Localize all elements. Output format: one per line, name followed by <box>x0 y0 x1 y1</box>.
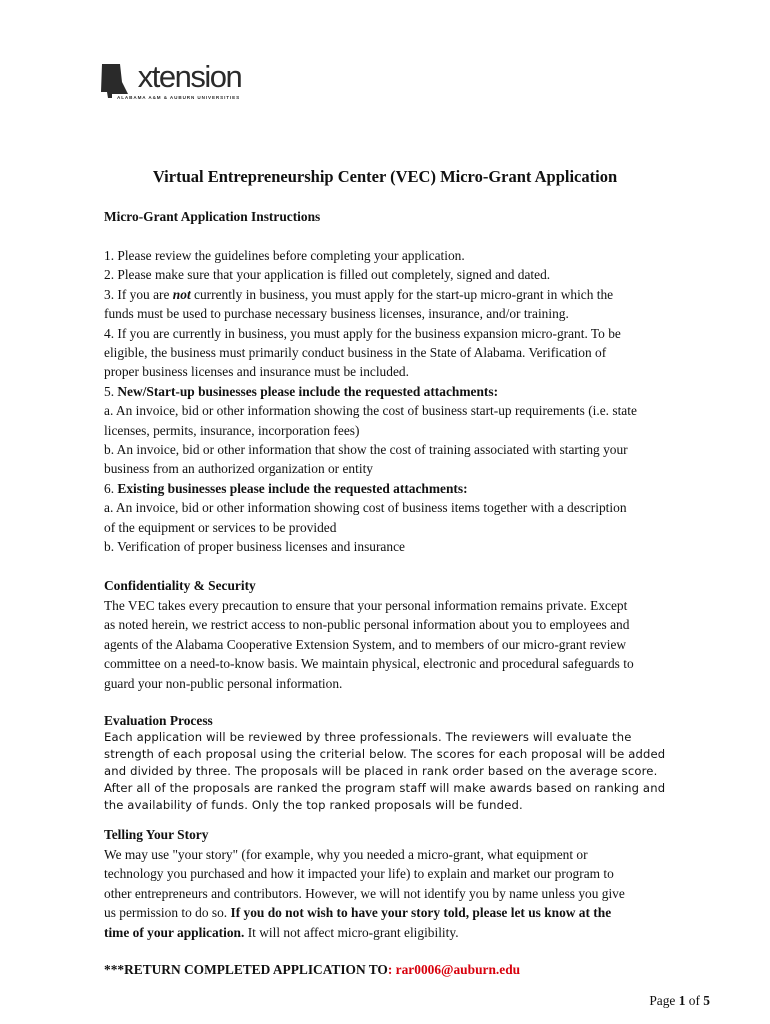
instruction-line: 4. If you are currently in business, you must apply for the business expansion micro-grant. To be <box>104 325 621 341</box>
instruction-line: eligible, the business must primarily conduct business in the State of Alabama. Verification of <box>104 345 607 361</box>
return-instructions: ***RETURN COMPLETED APPLICATION TO: rar0006@auburn.edu <box>104 962 521 977</box>
document-title: Virtual Entrepreneurship Center (VEC) Micro-Grant Application <box>152 167 618 186</box>
story-text: We may use "your story" (for example, why you needed a micro-grant, what equipment or technology you purchased and how it impacted your life) to explain and market our program to other entrepreneurs and contributors. However, we will not identify you by name unless you give us permission to do so. If you do not wish to have your story told, please let us know at the time of your application. It will not affect micro-grant eligibility. <box>104 847 625 940</box>
instruction-line: proper business licenses and insurance must be included. <box>104 364 409 380</box>
confidentiality-text: The VEC takes every precaution to ensure that your personal information remains private. Except as noted herein, we restrict access to non-public personal information about you to employees and agents of the Alabama Cooperative Extension System, and to members of our micro-grant review committee on a need-to-know basis. We maintain physical, electronic and procedural safeguards to guard your non-public personal information. <box>104 598 634 691</box>
instructions-list <box>104 246 714 557</box>
instruction-line: 2. Please make sure that your application is filled out completely, signed and dated. <box>104 267 551 283</box>
return-email-link[interactable]: rar0006@auburn.edu <box>392 962 521 977</box>
instruction-line: 1. Please review the guidelines before completing your application. <box>104 248 465 263</box>
instruction-line: funds must be used to purchase necessary business licenses, insurance, and/or training. <box>104 306 569 322</box>
instruction-line: a. An invoice, bid or other information showing the cost of business start-up requirements (i.e. state <box>104 403 637 419</box>
story-heading: Telling Your Story <box>104 827 209 842</box>
instruction-line: 5. New/Start-up businesses please include the requested attachments: <box>104 383 499 399</box>
instruction-line: licenses, permits, insurance, incorporation fees) <box>104 422 360 438</box>
instructions-heading: Micro-Grant Application Instructions <box>104 209 321 224</box>
evaluation-heading: Evaluation Process <box>104 713 213 728</box>
instruction-line: business from an authorized organization or entity <box>104 461 373 477</box>
instruction-line: a. An invoice, bid or other information showing cost of business items together with a description <box>104 500 627 516</box>
extension-logo <box>98 58 242 104</box>
logo-wordmark: extension <box>122 59 242 94</box>
instruction-line: b. Verification of proper business licenses and insurance <box>104 539 405 555</box>
page-number: Page 1 of 5 <box>649 993 710 1008</box>
instruction-line: b. An invoice, bid or other information that show the cost of training associated with starting your <box>104 442 628 458</box>
logo-subtitle: ALABAMA A&M & AUBURN UNIVERSITIES <box>117 95 241 100</box>
evaluation-text: Each application will be reviewed by three professionals. The reviewers will evaluate the strength of each proposal using the criterial below. The scores for each proposal will be added and divided by three. The proposals will be placed in rank order based on the average score. After all of the proposals are ranked the program staff will make awards based on ranking and the availability of funds. Only the top ranked proposals will be funded. <box>104 730 666 812</box>
instruction-line: 6. Existing businesses please include the requested attachments: <box>104 480 468 496</box>
confidentiality-heading: Confidentiality & Security <box>104 578 256 593</box>
instruction-line: 3. If you are not currently in business, you must apply for the start-up micro-grant in which the <box>104 286 614 302</box>
instruction-line: of the equipment or services to be provided <box>104 519 337 535</box>
